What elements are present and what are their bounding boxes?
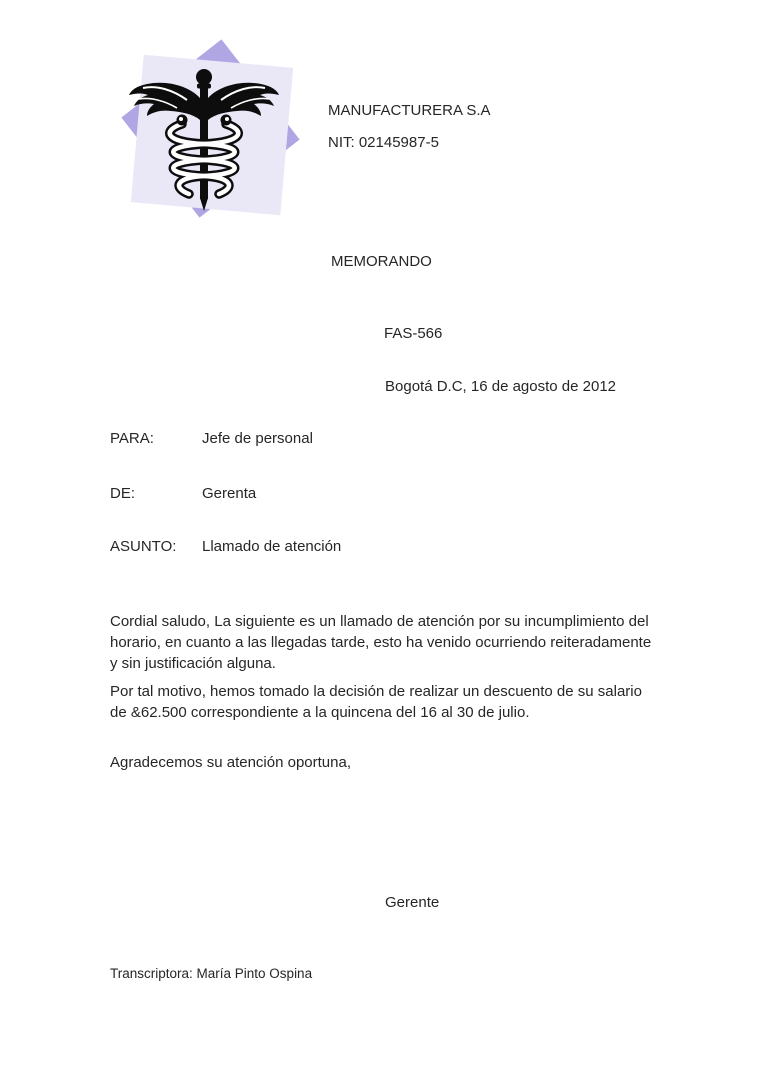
caduceus-icon bbox=[127, 68, 281, 214]
memo-date-line: Bogotá D.C, 16 de agosto de 2012 bbox=[385, 378, 617, 395]
body-paragraph-1: Cordial saludo, La siguiente es un llamado de atención por su incumplimiento del horario, en cuanto a las llegadas tarde, esto ha venido ocurriendo reiteradamente y sin justificación alguna. bbox=[110, 613, 652, 672]
field-value-asunto: Llamado de atención bbox=[202, 538, 342, 555]
transcriber-line: Transcriptora: María Pinto Ospina bbox=[110, 966, 313, 981]
closing-line: Agradecemos su atención oportuna, bbox=[110, 754, 351, 771]
field-label-para: PARA: bbox=[110, 430, 154, 447]
field-label-de: DE: bbox=[110, 485, 136, 502]
company-name: MANUFACTURERA S.A bbox=[328, 102, 491, 119]
company-logo bbox=[113, 40, 317, 220]
memo-reference: FAS-566 bbox=[384, 325, 443, 342]
field-value-para: Jefe de personal bbox=[202, 430, 313, 447]
signature-title: Gerente bbox=[385, 894, 440, 911]
memo-title: MEMORANDO bbox=[331, 253, 432, 270]
field-label-asunto: ASUNTO: bbox=[110, 538, 177, 555]
company-nit: NIT: 02145987-5 bbox=[328, 134, 439, 151]
field-value-de: Gerenta bbox=[202, 485, 257, 502]
body-paragraph-2: Por tal motivo, hemos tomado la decisión de realizar un descuento de su salario de &62.500 correspondiente a la quincena del 16 al 30 de julio. bbox=[110, 683, 642, 721]
